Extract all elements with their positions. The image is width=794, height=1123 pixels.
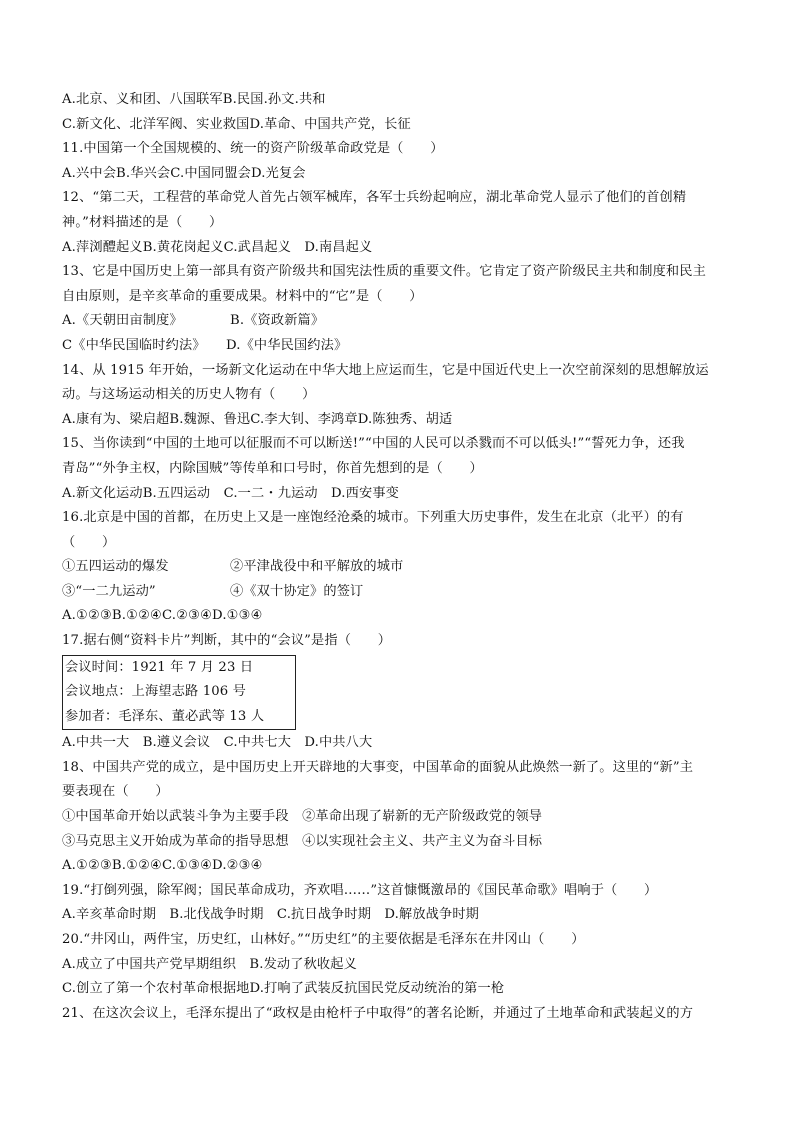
question-12-text-cont: 神。”材料描述的是（ ） xyxy=(62,214,223,230)
data-card-participants: 参加者：毛泽东、董必武等 13 人 xyxy=(65,708,265,724)
question-18-options: A.①②③B.①②④C.①③④D.②③④ xyxy=(62,858,263,874)
question-13-options-row2 xyxy=(62,334,734,359)
question-16-item-3: ③“一二九运动” xyxy=(62,583,156,599)
question-13-text-cont: 自由原则，是辛亥革命的重要成果。材料中的“它”是（ ） xyxy=(62,288,423,304)
question-16-item-2: ②平津战役中和平解放的城市 xyxy=(230,559,404,575)
question-13-option-d: D.《中华民国约法》 xyxy=(226,337,348,353)
data-card-place: 会议地点：上海望志路 106 号 xyxy=(65,684,247,700)
option-line: C.新文化、北洋军阀、实业救国D.革命、中国共产党，长征 xyxy=(62,116,411,132)
question-11-options: A.兴中会B.华兴会C.中国同盟会D.光复会 xyxy=(62,165,306,181)
question-17-options: A.中共一大 B.遵义会议 C.中共七大 D.中共八大 xyxy=(62,735,373,751)
question-13-options-row1 xyxy=(62,309,734,334)
question-18-text-cont: 要表现在（ ） xyxy=(62,784,169,800)
data-card-time: 会议时间：1921 年 7 月 23 日 xyxy=(65,659,254,675)
question-20-options-row2: C.创立了第一个农村革命根据地D.打响了武装反抗国民党反动统治的第一枪 xyxy=(62,981,505,997)
question-14-options: A.康有为、梁启超B.魏源、鲁迅C.李大钊、李鸿章D.陈独秀、胡适 xyxy=(62,411,453,427)
question-21-text: 21、在这次会议上，毛泽东提出了“政权是由枪杆子中取得”的著名论断，并通过了土地革命和武装起义的方 xyxy=(62,1005,694,1021)
question-15-text: 15、当你读到“中国的土地可以征服而不可以断送!”“中国的人民可以杀戮而不可以低头!”“誓死力争，还我 xyxy=(62,436,685,452)
question-14-text-cont: 动。与这场运动相关的历史人物有（ ） xyxy=(62,387,316,403)
question-18-text: 18、中国共产党的成立，是中国历史上开天辟地的大事变，中国革命的面貌从此焕然一新了。这里的“新”主 xyxy=(62,759,694,775)
question-19-options: A.辛亥革命时期 B.北伐战争时期 C.抗日战争时期 D.解放战争时期 xyxy=(62,907,480,923)
question-11: 11.中国第一个全国规模的、统一的资产阶级革命政党是（ ） xyxy=(62,141,444,157)
question-16-item-4: ④《双十协定》的签订 xyxy=(230,583,364,599)
question-13-option-c: C《中华民国临时约法》 xyxy=(62,337,206,353)
question-15-options: A.新文化运动B.五四运动 C.一二・九运动 D.西安事变 xyxy=(62,485,399,501)
question-16-text: 16.北京是中国的首都，在历史上又是一座饱经沧桑的城市。下列重大历史事件，发生在北京（北平）的有 xyxy=(62,510,684,526)
question-16-text-cont: （ ） xyxy=(62,534,116,550)
question-19-text: 19.“打倒列强，除军阀；国民革命成功，齐欢唱……”这首慷慨激昂的《国民革命歌》唱响于（ ） xyxy=(62,882,658,898)
question-15-text-cont: 青岛”“外争主权，内除国贼”等传单和口号时，你首先想到的是（ ） xyxy=(62,460,483,476)
question-12-text: 12、“第二天，工程营的革命党人首先占领军械库，各军士兵纷起响应，湖北革命党人显示了他们的首创精 xyxy=(62,190,687,206)
question-20-text: 20.“井冈山，两件宝，历史红，山林好。”“历史红”的主要依据是毛泽东在井冈山（ ） xyxy=(62,931,585,947)
question-13-text: 13、它是中国历史上第一部具有资产阶级共和国宪法性质的重要文件。它肯定了资产阶级民主共和制度和民主 xyxy=(62,264,706,280)
question-16-items-row1 xyxy=(62,555,734,580)
question-16-items-row2 xyxy=(62,580,734,605)
option-line: A.北京、义和团、八国联军B.民国.孙文.共和 xyxy=(62,92,326,107)
question-16-item-1: ①五四运动的爆发 xyxy=(62,559,169,575)
question-12-options: A.萍浏醴起义B.黄花岗起义C.武昌起义 D.南昌起义 xyxy=(62,239,373,255)
data-card xyxy=(62,655,296,731)
question-16-options: A.①②③B.①②④C.②③④D.①③④ xyxy=(62,608,263,624)
question-17-text: 17.据右侧“资料卡片”判断，其中的“会议”是指（ ） xyxy=(62,633,392,649)
question-13-option-a: A.《天朝田亩制度》 xyxy=(62,313,183,329)
question-14-text: 14、从 1915 年开始，一场新文化运动在中华大地上应运而生，它是中国近代史上一次空前深刻的思想解放运 xyxy=(62,362,709,378)
question-18-items-row2: ③马克思主义开始成为革命的指导思想 ④以实现社会主义、共产主义为奋斗目标 xyxy=(62,833,543,849)
question-13-option-b: B.《资政新篇》 xyxy=(230,313,325,329)
question-18-items-row1: ①中国革命开始以武装斗争为主要手段 ②革命出现了崭新的无产阶级政党的领导 xyxy=(62,808,543,824)
question-20-options-row1: A.成立了中国共产党早期组织 B.发动了秋收起义 xyxy=(62,956,357,972)
